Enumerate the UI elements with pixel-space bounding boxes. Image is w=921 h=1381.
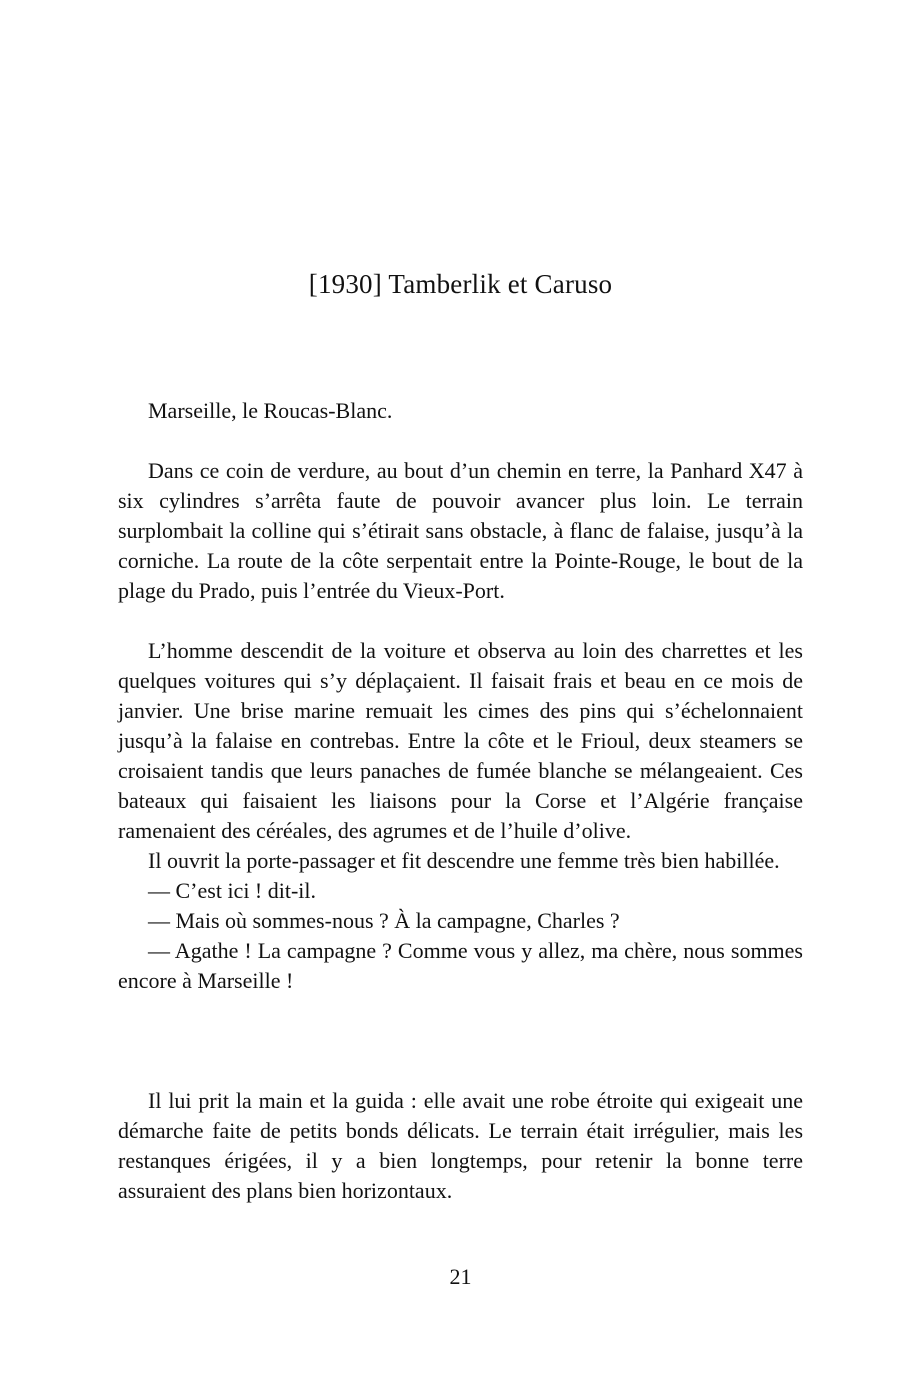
- paragraph: Dans ce coin de verdure, au bout d’un chemin en terre, la Panhard X47 à six cylindres s’arrêta faute de pouvoir avancer plus loin. Le terrain surplombait la colline qui s’étirait sans obstacle, à flanc de falaise, jusqu’à la corniche. La route de la côte serpentait entre la Pointe-Rouge, le bout de la plage du Prado, puis l’entrée du Vieux-Port.: [118, 458, 803, 603]
- paragraph: L’homme descendit de la voiture et observa au loin des charrettes et les quelques voitures qui s’y déplaçaient. Il faisait frais et beau en ce mois de janvier. Une brise marine remuait les cimes des pins qui s’échelonnaient jusqu’à la falaise en contrebas. Entre la côte et le Frioul, deux steamers se croisaient tandis que leurs panaches de fumée blanche se mélangeaient. Ces bateaux qui faisaient les liaisons pour la Corse et l’Algérie française ramenaient des céréales, des agrumes et de l’huile d’olive.: [118, 638, 803, 843]
- paragraph: Il ouvrit la porte-passager et fit descendre une femme très bien habillée.: [148, 848, 780, 873]
- paragraph: Il lui prit la main et la guida : elle avait une robe étroite qui exigeait une démarche faite de petits bonds délicats. Le terrain était irrégulier, mais les restanques érigées, il y a bien longtemps, pour retenir la bonne terre assuraient des plans bien horizontaux.: [118, 1088, 803, 1203]
- dialogue-line: — Agathe ! La campagne ? Comme vous y allez, ma chère, nous sommes encore à Marseille !: [118, 938, 803, 993]
- page-number: 21: [449, 1264, 472, 1289]
- chapter-title: [1930] Tamberlik et Caruso: [308, 269, 613, 299]
- dialogue-line: — Mais où sommes-nous ? À la campagne, Charles ?: [148, 908, 620, 933]
- text-block-2: [118, 636, 803, 996]
- text-block-1: [118, 456, 803, 606]
- text-block-3: [118, 1086, 803, 1206]
- dateline: Marseille, le Roucas-Blanc.: [148, 398, 393, 423]
- dialogue-line: — C’est ici ! dit-il.: [148, 878, 317, 903]
